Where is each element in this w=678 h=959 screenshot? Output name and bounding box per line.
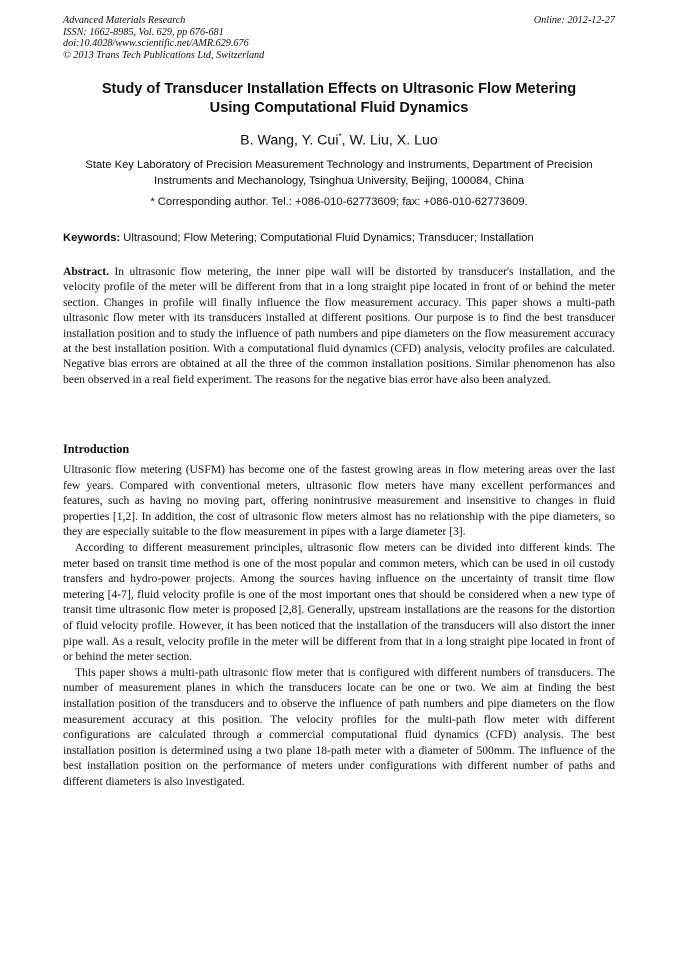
- authors-rest: , W. Liu, X. Luo: [341, 132, 438, 149]
- journal-name: Advanced Materials Research: [63, 15, 186, 26]
- online-date: Online: 2012-12-27: [533, 15, 615, 26]
- keywords-text: Ultrasound; Flow Metering; Computational Fluid Dynamics; Transducer; Installation: [120, 232, 534, 244]
- intro-paragraph-3: This paper shows a multi-path ultrasonic flow meter that is configured with different numbers of transducers. The number of measurement planes in which the transducers locate can be one or two. We aim at finding the best installation position of the transducers and to observe the influence of path numbers and pipe diameters on the flow measurement accuracy at this position. The velocity profiles for the multi-path flow meter with different configurations are calculated through a commercial computational fluid dynamics (CFD) analysis. The best installation position is determined using a two plane 18-path meter with a diameter of 500mm. The influence of the best installation position on the performance of meters under configurations with different number of paths and different diameters is also investigated.: [63, 665, 615, 788]
- paper-title: [60, 80, 618, 118]
- doi-line: doi:10.4028/www.scientific.net/AMR.629.676: [63, 38, 249, 50]
- intro-paragraph-1: Ultrasonic flow metering (USFM) has become one of the fastest growing areas in flow metering areas over the last few years. Compared with conventional meters, ultrasonic flow meters have many excellent performances and features, such as having no moving part, offering nonintrusive measurement and insensitive to changes in fluid properties [1,2]. In addition, the cost of ultrasonic flow meters almost has no relationship with the pipe diameters, so they are especially suitable to the flow measurement in pipes with a large diameter [3].: [63, 463, 615, 539]
- abstract-text: In ultrasonic flow metering, the inner pipe wall will be distorted by transducer's installation, and the velocity profile of the meter will be different from that in a long straight pipe located in front of or behind the meter section. Changes in profile will finally influence the flow measurement accuracy. This paper shows a multi-path ultrasonic flow meter with its transducers installed at different positions. Our purpose is to find the best transducer installation position and to study the influence of path numbers and pipe diameters on the flow measurement accuracy at the best installation position. With a computational fluid dynamics (CFD) analysis, velocity profiles are calculated. Negative bias errors are obtained at all the three of the common installation positions. Similar phenomenon has also been observed in a real field experiment. The reasons for the negative bias error have also been analyzed.: [63, 265, 615, 386]
- abstract-label: Abstract.: [63, 265, 110, 278]
- section-heading-introduction: Introduction: [63, 442, 130, 456]
- intro-paragraph-2: According to different measurement principles, ultrasonic flow meters can be divided into different kinds. The meter based on transit time method is one of the most popular and common meters, which can be used in oil custody transfers and hydro-power projects. Among the sources having influence on the uncertainty of transit time flow metering [4-7], fluid velocity profile is one of the most important ones that should be considered when a new type of transit time ultrasonic flow meter is proposed [2,8]. Generally, upstream installations are the reasons for the distortion of fluid velocity profile. However, it has been noticed that the installation of the transducers will also distort the inner pipe wall. As a result, velocity profile in the meter will be different from that in a long straight pipe located in front of or behind the meter section.: [63, 540, 615, 664]
- authors-first: B. Wang, Y. Cui: [240, 132, 339, 149]
- corresponding-author: * Corresponding author. Tel.: +086-010-62773609; fax: +086-010-62773609.: [150, 196, 528, 208]
- title-line-1: Study of Transducer Installation Effects on Ultrasonic Flow Metering: [101, 81, 577, 97]
- introduction-body: [63, 462, 615, 789]
- journal-header: [63, 15, 615, 61]
- abstract: [63, 264, 615, 387]
- copyright-line: © 2013 Trans Tech Publications Ltd, Switzerland: [63, 49, 265, 61]
- keywords-label: Keywords:: [63, 232, 121, 244]
- author-list: [60, 128, 618, 150]
- keywords: [63, 231, 618, 245]
- corresponding-marker: *: [338, 132, 342, 141]
- title-line-2: Using Computational Fluid Dynamics: [209, 100, 469, 116]
- issn-line: ISSN: 1662-8985, Vol. 629, pp 676-681: [63, 26, 224, 38]
- affiliation: State Key Laboratory of Precision Measurement Technology and Instruments, Department of Precision Instruments and Mechanology, Tsinghua University, Beijing, 100084, China: [85, 159, 593, 187]
